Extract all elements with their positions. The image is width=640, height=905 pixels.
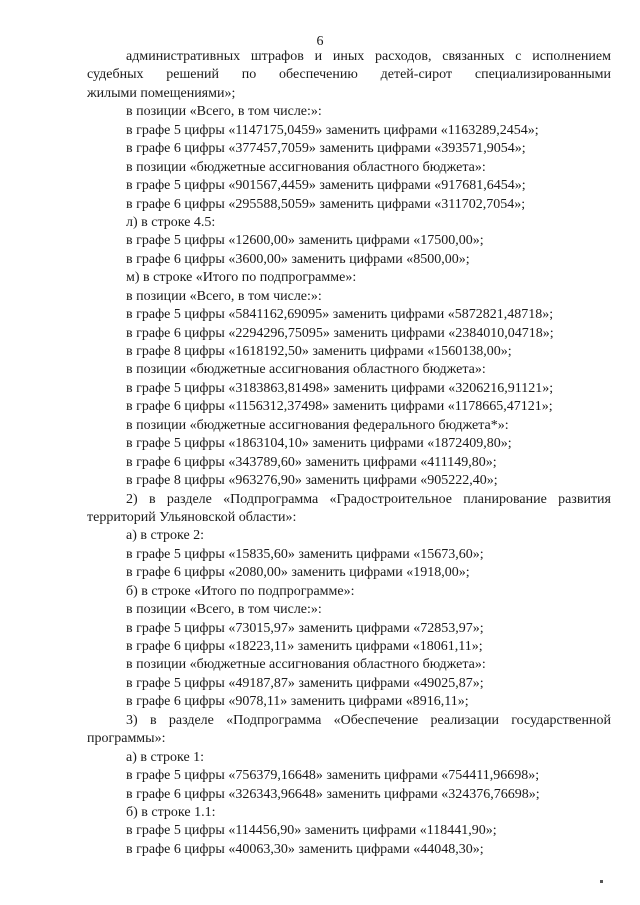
text-line: жилыми помещениями»; [87,85,236,101]
text-line: в графе 5 цифры «901567,4459» заменить цифрами «917681,6454»; [126,178,526,194]
text-line: в графе 5 цифры «49187,87» заменить цифрами «49025,87»; [126,675,484,691]
text-line: в позиции «Всего, в том числе:»: [126,288,322,304]
text-line: в графе 6 цифры «18223,11» заменить цифрами «18061,11»; [126,639,483,654]
text-line: в позиции «бюджетные ассигнования областного бюджета»: [126,657,486,673]
text-line: л) в строке 4.5: [126,214,216,230]
text-line: б) в строке «Итого по подпрограмме»: [126,583,355,599]
text-line: судебных решений по обеспечению детей-сирот специализированными [87,67,611,83]
text-line: административных штрафов и иных расходов, связанных с исполнением [126,49,611,64]
document-body [87,48,611,859]
text-line: в графе 6 цифры «343789,60» заменить цифрами «411149,80»; [126,454,497,470]
text-line: в графе 5 цифры «12600,00» заменить цифрами «17500,00»; [126,233,484,249]
text-line: программы»: [87,731,166,747]
text-line: в графе 8 цифры «963276,90» заменить цифрами «905222,40»; [126,473,498,489]
text-line: а) в строке 1: [126,749,205,765]
text-line: в графе 6 цифры «1156312,37498» заменить цифрами «1178665,47121»; [126,399,553,415]
text-line: в графе 5 цифры «3183863,81498» заменить цифрами «3206216,91121»; [126,380,554,396]
text-line: м) в строке «Итого по подпрограмме»: [126,270,357,286]
text-line: в графе 6 цифры «2080,00» заменить цифрами «1918,00»; [126,565,470,581]
text-line: в графе 5 цифры «5841162,69095» заменить цифрами «5872821,48718»; [126,307,554,323]
text-line: в позиции «бюджетные ассигнования областного бюджета»: [126,159,486,175]
text-line: в графе 6 цифры «40063,30» заменить цифрами «44048,30»; [126,841,484,857]
text-line: 3) в разделе «Подпрограмма «Обеспечение реализации государственной [126,712,611,728]
text-line: в графе 6 цифры «326343,96648» заменить цифрами «324376,76698»; [126,786,540,802]
text-line: в графе 8 цифры «1618192,50» заменить цифрами «1560138,00»; [126,344,512,359]
text-line: в графе 6 цифры «2294296,75095» заменить цифрами «2384010,04718»; [126,325,554,341]
text-line: в позиции «Всего, в том числе:»: [126,104,322,120]
text-line: в графе 5 цифры «756379,16648» заменить цифрами «754411,96698»; [126,768,540,784]
text-line: б) в строке 1.1: [126,804,216,820]
scan-speck [600,880,603,883]
text-line: в графе 5 цифры «114456,90» заменить цифрами «118441,90»; [126,823,497,839]
text-line: в графе 6 цифры «3600,00» заменить цифрами «8500,00»; [126,251,470,267]
text-line: в позиции «Всего, в том числе:»: [126,602,322,618]
text-line: в графе 5 цифры «15835,60» заменить цифрами «15673,60»; [126,546,484,562]
text-line: в графе 5 цифры «1147175,0459» заменить цифрами «1163289,2454»; [126,122,539,138]
text-line: в графе 5 цифры «1863104,10» заменить цифрами «1872409,80»; [126,436,512,452]
text-line: в графе 6 цифры «295588,5059» заменить цифрами «311702,7054»; [126,196,526,212]
text-line: территорий Ульяновской области»: [87,509,297,525]
text-line: в графе 5 цифры «73015,97» заменить цифрами «72853,97»; [126,620,484,636]
text-line: в графе 6 цифры «377457,7059» заменить цифрами «393571,9054»; [126,141,526,157]
text-line: 2) в разделе «Подпрограмма «Градостроительное планирование развития [126,491,611,507]
text-line: в позиции «бюджетные ассигнования федерального бюджета*»: [126,417,509,433]
page-number: 6 [316,34,324,49]
text-line: в графе 6 цифры «9078,11» заменить цифрами «8916,11»; [126,694,469,710]
text-line: а) в строке 2: [126,528,205,544]
text-line: в позиции «бюджетные ассигнования областного бюджета»: [126,362,486,378]
